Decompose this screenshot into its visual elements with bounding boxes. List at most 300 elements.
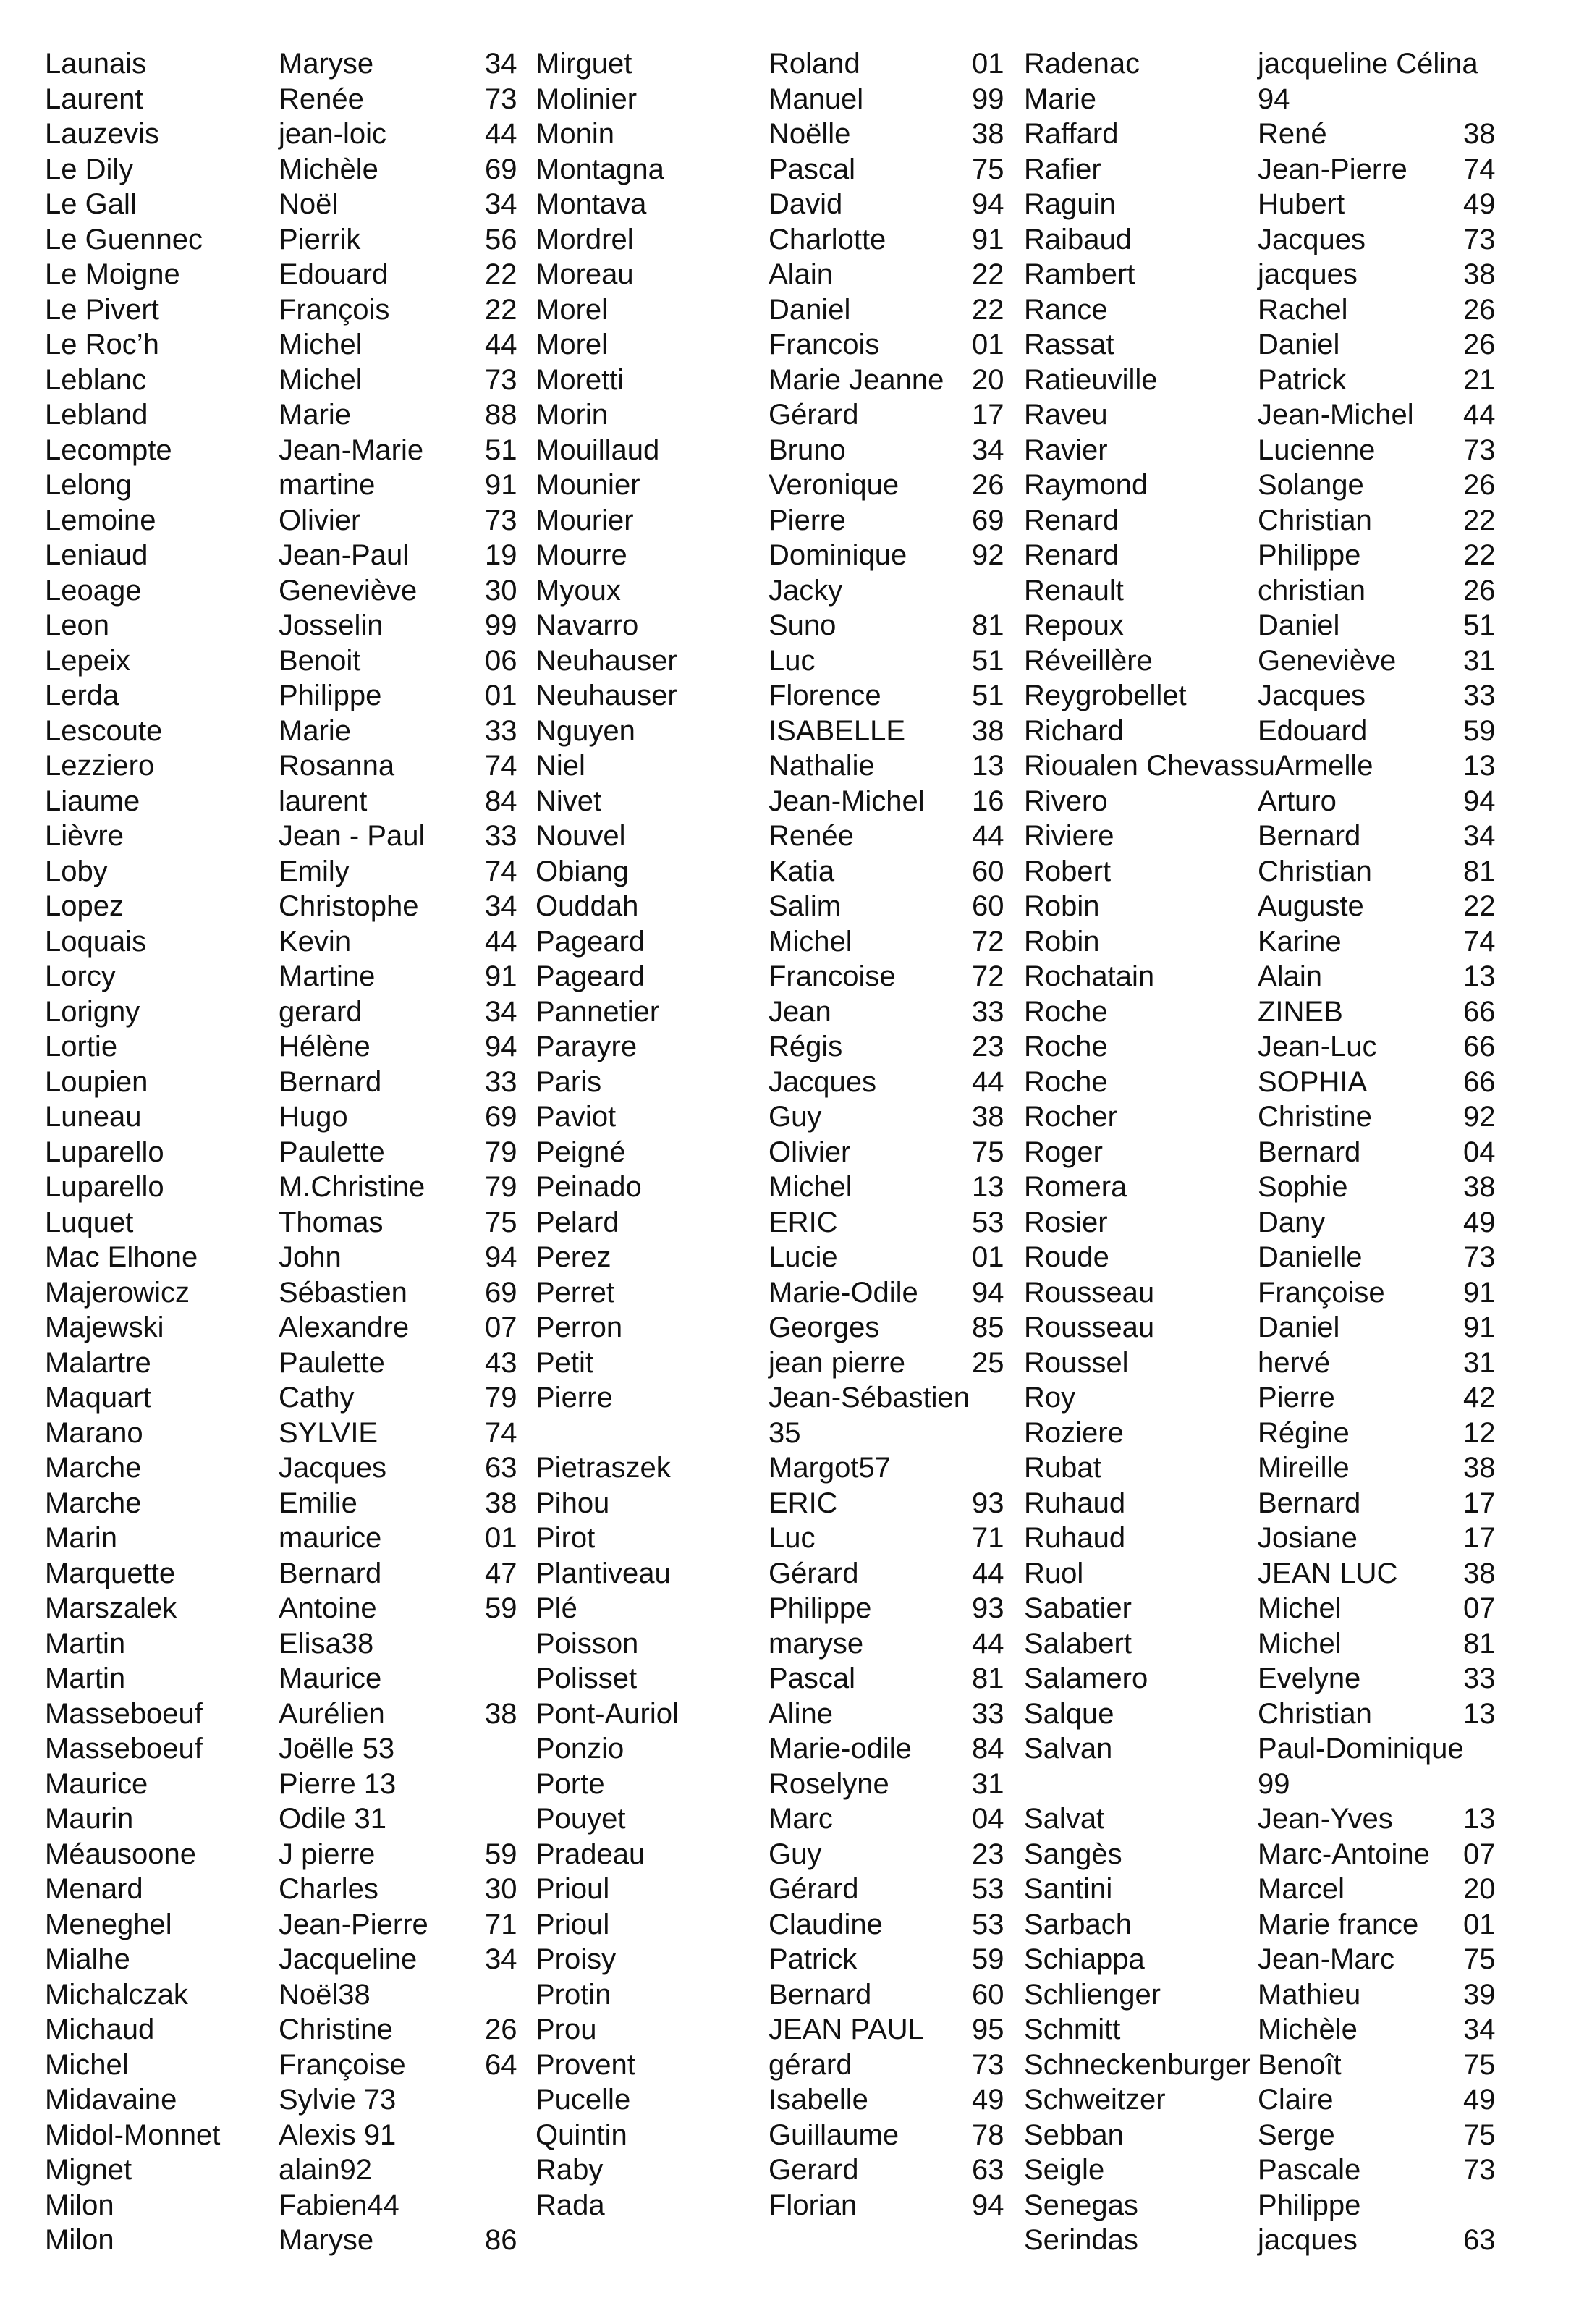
- department-number: 44: [972, 1065, 1004, 1098]
- first-name: Maryse: [279, 2224, 374, 2256]
- first-name: Jean-Yves: [1258, 1803, 1393, 1835]
- department-number: 13: [972, 1171, 1004, 1203]
- department-number: 56: [485, 223, 517, 255]
- department-number: 53: [972, 1908, 1004, 1940]
- department-number: 04: [972, 1803, 1004, 1835]
- first-name: Michel: [1258, 1592, 1342, 1624]
- first-name: Roland: [769, 48, 860, 80]
- first-name: Benoit: [279, 644, 361, 677]
- department-number: 33: [485, 714, 517, 747]
- first-name: SOPHIA: [1258, 1065, 1368, 1098]
- department-number: 01: [485, 1522, 517, 1554]
- department-number: 22: [1463, 504, 1496, 536]
- last-name: Roche: [1024, 995, 1108, 1028]
- last-name: Leoage: [45, 574, 142, 607]
- first-name: Renée: [279, 83, 364, 115]
- department-number: 44: [972, 820, 1004, 852]
- last-name: Martin: [45, 1662, 126, 1694]
- first-name: Evelyne: [1258, 1662, 1361, 1694]
- department-number: 73: [1463, 434, 1496, 466]
- first-name: Christophe: [279, 890, 419, 922]
- last-name: Lepeix: [45, 644, 130, 677]
- department-number: 88: [485, 399, 517, 431]
- last-name: Romera: [1024, 1171, 1127, 1203]
- first-name: Jean-Luc: [1258, 1031, 1377, 1062]
- department-number: 75: [1463, 2048, 1496, 2081]
- last-name: Proisy: [535, 1943, 617, 1975]
- department-number: 44: [485, 118, 517, 150]
- first-name: ERIC: [769, 1487, 838, 1519]
- department-number: 33: [972, 995, 1004, 1028]
- first-name: jacqueline Célina: [1258, 48, 1478, 80]
- first-name: Hugo: [279, 1101, 348, 1133]
- last-name: Marin: [45, 1522, 118, 1554]
- last-name: Raffard: [1024, 118, 1119, 150]
- department-number: 86: [485, 2224, 517, 2256]
- last-name: Loby: [45, 855, 108, 887]
- department-number: 93: [972, 1487, 1004, 1519]
- last-name: Salque: [1024, 1697, 1114, 1730]
- last-name: Sarbach: [1024, 1908, 1132, 1940]
- department-number: 73: [485, 83, 517, 115]
- first-name: Charles: [279, 1873, 378, 1905]
- department-number: 22: [1463, 890, 1496, 922]
- last-name: Rosier: [1024, 1206, 1108, 1238]
- department-number: 31: [972, 1767, 1004, 1800]
- first-name: jacques: [1258, 258, 1358, 290]
- department-number: 49: [1463, 188, 1496, 220]
- first-name: Noël38: [279, 1978, 371, 2011]
- first-name: Josiane: [1258, 1522, 1358, 1554]
- last-name: Radenac: [1024, 48, 1140, 80]
- department-number: 66: [1463, 1065, 1496, 1098]
- first-name: Rachel: [1258, 293, 1348, 326]
- first-name: Edouard: [279, 258, 389, 290]
- first-name: Solange: [1258, 469, 1364, 501]
- first-name: Isabelle: [769, 2084, 868, 2116]
- last-name: Reygrobellet: [1024, 680, 1187, 711]
- last-name: Renard: [1024, 539, 1119, 571]
- last-name: Seigle: [1024, 2154, 1105, 2186]
- last-name: Leniaud: [45, 539, 148, 571]
- first-name: J pierre: [279, 1838, 376, 1870]
- department-number: 13: [1463, 1697, 1496, 1730]
- first-name: Aurélien: [279, 1697, 385, 1730]
- first-name: Suno: [769, 609, 837, 641]
- first-name: Emily: [279, 855, 350, 887]
- first-name: Michel: [769, 925, 852, 958]
- last-name: Nguyen: [535, 714, 635, 747]
- last-name: Ouddah: [535, 890, 639, 922]
- last-name: Parayre: [535, 1031, 638, 1062]
- last-name: Ravier: [1024, 434, 1108, 466]
- last-name: Robin: [1024, 890, 1100, 922]
- first-name: Arturo: [1258, 785, 1337, 817]
- department-number: 75: [1463, 1943, 1496, 1975]
- department-number: 33: [485, 1065, 517, 1098]
- last-name: Rambert: [1024, 258, 1135, 290]
- department-number: 20: [972, 363, 1004, 396]
- first-name: René: [1258, 118, 1327, 150]
- first-name: Bernard: [769, 1978, 872, 2011]
- last-name: Maurice: [45, 1767, 148, 1800]
- department-number: 22: [1463, 539, 1496, 571]
- first-name: Pascal: [769, 153, 856, 185]
- department-number: 31: [1463, 644, 1496, 677]
- first-name: martine: [279, 469, 376, 501]
- first-name: Daniel: [769, 293, 851, 326]
- first-name: Geneviève: [279, 574, 418, 607]
- department-number: 91: [1463, 1276, 1496, 1309]
- department-number: 26: [485, 2014, 517, 2045]
- first-name: Luc: [769, 1522, 816, 1554]
- first-name: Alexis 91: [279, 2118, 397, 2151]
- last-name: Le Pivert: [45, 293, 159, 326]
- first-name: Rosanna: [279, 750, 395, 782]
- last-name: Morel: [535, 293, 609, 326]
- department-number: 63: [1463, 2224, 1496, 2256]
- first-name: Michel: [769, 1171, 852, 1203]
- first-name: Gérard: [769, 1873, 859, 1905]
- department-number: 73: [1463, 2154, 1496, 2186]
- department-number: 39: [1463, 1978, 1496, 2011]
- first-name: Charlotte: [769, 223, 886, 255]
- last-name: Roude: [1024, 1241, 1109, 1273]
- first-name: Marc: [769, 1803, 833, 1835]
- last-name: Roy: [1024, 1382, 1076, 1414]
- first-name: SYLVIE: [279, 1416, 378, 1449]
- department-number: 51: [1463, 609, 1496, 641]
- department-number: 99: [485, 609, 517, 641]
- department-number: 60: [972, 1978, 1004, 2011]
- first-name: maryse: [769, 1627, 864, 1660]
- first-name: David: [769, 188, 843, 220]
- first-name: Pascale: [1258, 2154, 1361, 2186]
- last-name: Maquart: [45, 1382, 151, 1414]
- first-name: Cathy: [279, 1382, 355, 1414]
- first-name: Manuel: [769, 83, 864, 115]
- department-number: 94: [1463, 785, 1496, 817]
- last-name: Ruhaud: [1024, 1487, 1126, 1519]
- last-name: Salvat: [1024, 1803, 1105, 1835]
- department-number: 66: [1463, 995, 1496, 1028]
- first-name: Fabien44: [279, 2189, 399, 2221]
- department-number: 07: [1463, 1838, 1496, 1870]
- last-name: Maurin: [45, 1803, 134, 1835]
- last-name: Raibaud: [1024, 223, 1132, 255]
- department-number: 79: [485, 1382, 517, 1414]
- first-name: Paul-Dominique: [1258, 1733, 1464, 1765]
- last-name: Marche: [45, 1487, 142, 1519]
- first-name: Auguste: [1258, 890, 1364, 922]
- department-number: 23: [972, 1031, 1004, 1062]
- department-number: 91: [972, 223, 1004, 255]
- first-name: Jean-Marie: [279, 434, 424, 466]
- last-name: Mialhe: [45, 1943, 130, 1975]
- last-name: Roche: [1024, 1031, 1108, 1062]
- department-number: 47: [485, 1557, 517, 1589]
- department-number: 74: [485, 855, 517, 887]
- department-number: 07: [485, 1311, 517, 1343]
- first-name: Jean-Michel: [1258, 399, 1414, 431]
- first-name: Daniel: [1258, 1311, 1340, 1343]
- last-name: Serindas: [1024, 2224, 1138, 2256]
- department-number: 38: [1463, 1452, 1496, 1484]
- first-name: laurent: [279, 785, 368, 817]
- last-name: Midol-Monnet: [45, 2118, 221, 2151]
- last-name: Le Roc’h: [45, 329, 159, 360]
- department-number: 44: [485, 329, 517, 360]
- first-name: Josselin: [279, 609, 384, 641]
- last-name: Pageard: [535, 960, 645, 992]
- department-number: 94: [485, 1031, 517, 1062]
- last-name: Masseboeuf: [45, 1733, 203, 1765]
- last-name: Rousseau: [1024, 1276, 1155, 1309]
- last-name: Renault: [1024, 574, 1124, 607]
- department-number: 64: [485, 2048, 517, 2081]
- department-number: 34: [1463, 820, 1496, 852]
- last-name: Raveu: [1024, 399, 1108, 431]
- first-name: Jean - Paul: [279, 820, 425, 852]
- first-name: Philippe: [1258, 539, 1361, 571]
- last-name: Rioualen ChevassuArmelle: [1024, 750, 1373, 782]
- last-name: Ratieuville: [1024, 363, 1158, 396]
- department-number: 94: [972, 2189, 1004, 2221]
- first-name: Olivier: [279, 504, 361, 536]
- first-name: Hubert: [1258, 188, 1345, 220]
- last-name: Lerda: [45, 680, 119, 711]
- last-name: Salvan: [1024, 1733, 1113, 1765]
- last-name: Le Moigne: [45, 258, 180, 290]
- last-name: Montagna: [535, 153, 664, 185]
- last-name: Obiang: [535, 855, 629, 887]
- last-name: Raby: [535, 2154, 604, 2186]
- first-name: Jacky: [769, 574, 843, 607]
- last-name: Santini: [1024, 1873, 1113, 1905]
- first-name: Gerard: [769, 2154, 859, 2186]
- department-number: 33: [1463, 1662, 1496, 1694]
- last-name: Perret: [535, 1276, 614, 1309]
- last-name: Pucelle: [535, 2084, 631, 2116]
- first-name: M.Christine: [279, 1171, 425, 1203]
- last-name: Lezziero: [45, 750, 155, 782]
- department-number: 44: [972, 1557, 1004, 1589]
- first-name: Jean-Paul: [279, 539, 410, 571]
- last-name: Lauzevis: [45, 118, 159, 150]
- first-name: Antoine: [279, 1592, 377, 1624]
- last-name: Morel: [535, 329, 609, 360]
- first-name: Patrick: [769, 1943, 858, 1975]
- first-name: Katia: [769, 855, 835, 887]
- last-name: Robert: [1024, 855, 1112, 887]
- department-number: 13: [1463, 960, 1496, 992]
- department-number: 94: [485, 1241, 517, 1273]
- department-number: 19: [485, 539, 517, 571]
- department-number: 38: [485, 1487, 517, 1519]
- first-name: Philippe: [1258, 2189, 1361, 2221]
- department-number: 33: [485, 820, 517, 852]
- department-number: 38: [972, 1101, 1004, 1133]
- last-name: Laurent: [45, 83, 143, 115]
- first-name: JEAN PAUL: [769, 2014, 924, 2045]
- department-number: 94: [972, 1276, 1004, 1309]
- department-number: 12: [1463, 1416, 1496, 1449]
- department-number: 34: [972, 434, 1004, 466]
- last-name: Salabert: [1024, 1627, 1132, 1660]
- last-name: Mignet: [45, 2154, 132, 2186]
- first-name: Patrick: [1258, 363, 1347, 396]
- department-number: 34: [485, 1943, 517, 1975]
- last-name: Prioul: [535, 1873, 610, 1905]
- last-name: Moretti: [535, 363, 624, 396]
- department-number: 38: [485, 1697, 517, 1730]
- first-name: Daniel: [1258, 609, 1340, 641]
- last-name: Le Gall: [45, 188, 137, 220]
- last-name: Repoux: [1024, 609, 1124, 641]
- department-number: 95: [972, 2014, 1004, 2045]
- last-name: Salamero: [1024, 1662, 1148, 1694]
- department-number: 91: [485, 469, 517, 501]
- first-name: Olivier: [769, 1136, 851, 1168]
- last-name: Ponzio: [535, 1733, 624, 1765]
- last-name: Majerowicz: [45, 1276, 190, 1309]
- last-name: Sebban: [1024, 2118, 1124, 2151]
- department-number: 91: [1463, 1311, 1496, 1343]
- last-name: Luparello: [45, 1136, 164, 1168]
- first-name: ERIC: [769, 1206, 838, 1238]
- last-name: Pelard: [535, 1206, 619, 1238]
- department-number: 26: [972, 469, 1004, 501]
- department-number: 69: [485, 1276, 517, 1309]
- last-name: Nouvel: [535, 820, 626, 852]
- last-name: Myoux: [535, 574, 621, 607]
- department-number: 72: [972, 960, 1004, 992]
- last-name: Plé: [535, 1592, 577, 1624]
- last-name: Luparello: [45, 1171, 164, 1203]
- first-name: Jean-Pierre: [279, 1908, 428, 1940]
- first-name: Claudine: [769, 1908, 883, 1940]
- first-name: Pascal: [769, 1662, 856, 1694]
- department-number: 92: [972, 539, 1004, 571]
- last-name: Robin: [1024, 925, 1100, 958]
- department-number: 53: [972, 1206, 1004, 1238]
- department-number: 13: [1463, 1803, 1496, 1835]
- last-name: Nivet: [535, 785, 602, 817]
- department-number: 93: [972, 1592, 1004, 1624]
- first-name: christian: [1258, 574, 1366, 607]
- first-name: Francoise: [769, 960, 896, 992]
- department-number: 75: [485, 1206, 517, 1238]
- department-number: 44: [972, 1627, 1004, 1660]
- last-name: Le Dily: [45, 153, 134, 185]
- last-name: Mourre: [535, 539, 627, 571]
- first-name: jean pierre: [769, 1346, 906, 1379]
- last-name: Launais: [45, 48, 147, 80]
- department-number: 38: [1463, 1171, 1496, 1203]
- first-name: Paulette: [279, 1136, 385, 1168]
- department-number: 34: [1463, 2014, 1496, 2045]
- first-name: Sylvie 73: [279, 2084, 397, 2116]
- department-number: 79: [485, 1136, 517, 1168]
- first-name: Jean-Marc: [1258, 1943, 1394, 1975]
- first-name: John: [279, 1241, 342, 1273]
- department-number: 74: [1463, 153, 1496, 185]
- last-name: Lebland: [45, 399, 148, 431]
- first-name: Hélène: [279, 1031, 371, 1062]
- first-name: Jacques: [769, 1065, 876, 1098]
- department-number: 17: [1463, 1522, 1496, 1554]
- department-number: 07: [1463, 1592, 1496, 1624]
- department-number: 73: [485, 504, 517, 536]
- first-name: Régis: [769, 1031, 843, 1062]
- first-name: Paulette: [279, 1346, 385, 1379]
- first-name: Francois: [769, 329, 880, 360]
- first-name: Serge: [1258, 2118, 1335, 2151]
- first-name: Jean: [769, 995, 831, 1028]
- last-name: Roziere: [1024, 1416, 1124, 1449]
- last-name: Michaud: [45, 2014, 155, 2045]
- last-name: Schlienger: [1024, 1978, 1161, 2011]
- department-number: 34: [485, 188, 517, 220]
- last-name: Roger: [1024, 1136, 1103, 1168]
- last-name: Porte: [535, 1767, 605, 1800]
- first-name: Michèle: [279, 153, 378, 185]
- first-name: Pierre 13: [279, 1767, 397, 1800]
- first-name: gerard: [279, 995, 363, 1028]
- first-name: Florence: [769, 680, 881, 711]
- first-name: Luc: [769, 644, 816, 677]
- department-number: 01: [972, 329, 1004, 360]
- department-number: 38: [1463, 118, 1496, 150]
- first-name: Christian: [1258, 504, 1372, 536]
- first-name: Mathieu: [1258, 1978, 1361, 2011]
- department-number: 49: [1463, 1206, 1496, 1238]
- last-name: Perez: [535, 1241, 611, 1273]
- first-name: Georges: [769, 1311, 880, 1343]
- department-number: 74: [485, 1416, 517, 1449]
- department-number: 42: [1463, 1382, 1496, 1414]
- last-name: Marquette: [45, 1557, 176, 1589]
- last-name: Sangès: [1024, 1838, 1122, 1870]
- last-name: Roussel: [1024, 1346, 1129, 1379]
- first-name: Christian: [1258, 855, 1372, 887]
- department-number: 38: [972, 118, 1004, 150]
- department-number: 73: [972, 2048, 1004, 2081]
- last-name: Rance: [1024, 293, 1108, 326]
- last-name: Mouillaud: [535, 434, 660, 466]
- first-name: Marie: [279, 714, 352, 747]
- first-name: Daniel: [1258, 329, 1340, 360]
- department-number: 59: [485, 1592, 517, 1624]
- first-name: Jacques: [1258, 223, 1366, 255]
- department-number: 34: [485, 995, 517, 1028]
- last-name: Raguin: [1024, 188, 1116, 220]
- last-name: Michalczak: [45, 1978, 188, 2011]
- department-number: 30: [485, 1873, 517, 1905]
- last-name: Schmitt: [1024, 2014, 1121, 2045]
- first-name: Christian: [1258, 1697, 1372, 1730]
- department-number: 33: [972, 1697, 1004, 1730]
- first-name: alain92: [279, 2154, 373, 2186]
- first-name: Margot57: [769, 1452, 891, 1484]
- last-name: Meneghel: [45, 1908, 172, 1940]
- department-number: 63: [972, 2154, 1004, 2186]
- first-name: Joëlle 53: [279, 1733, 395, 1765]
- last-name: Lelong: [45, 469, 132, 501]
- last-name: Monin: [535, 118, 614, 150]
- first-name: Philippe: [279, 680, 382, 711]
- last-name: Schneckenburger: [1024, 2048, 1251, 2081]
